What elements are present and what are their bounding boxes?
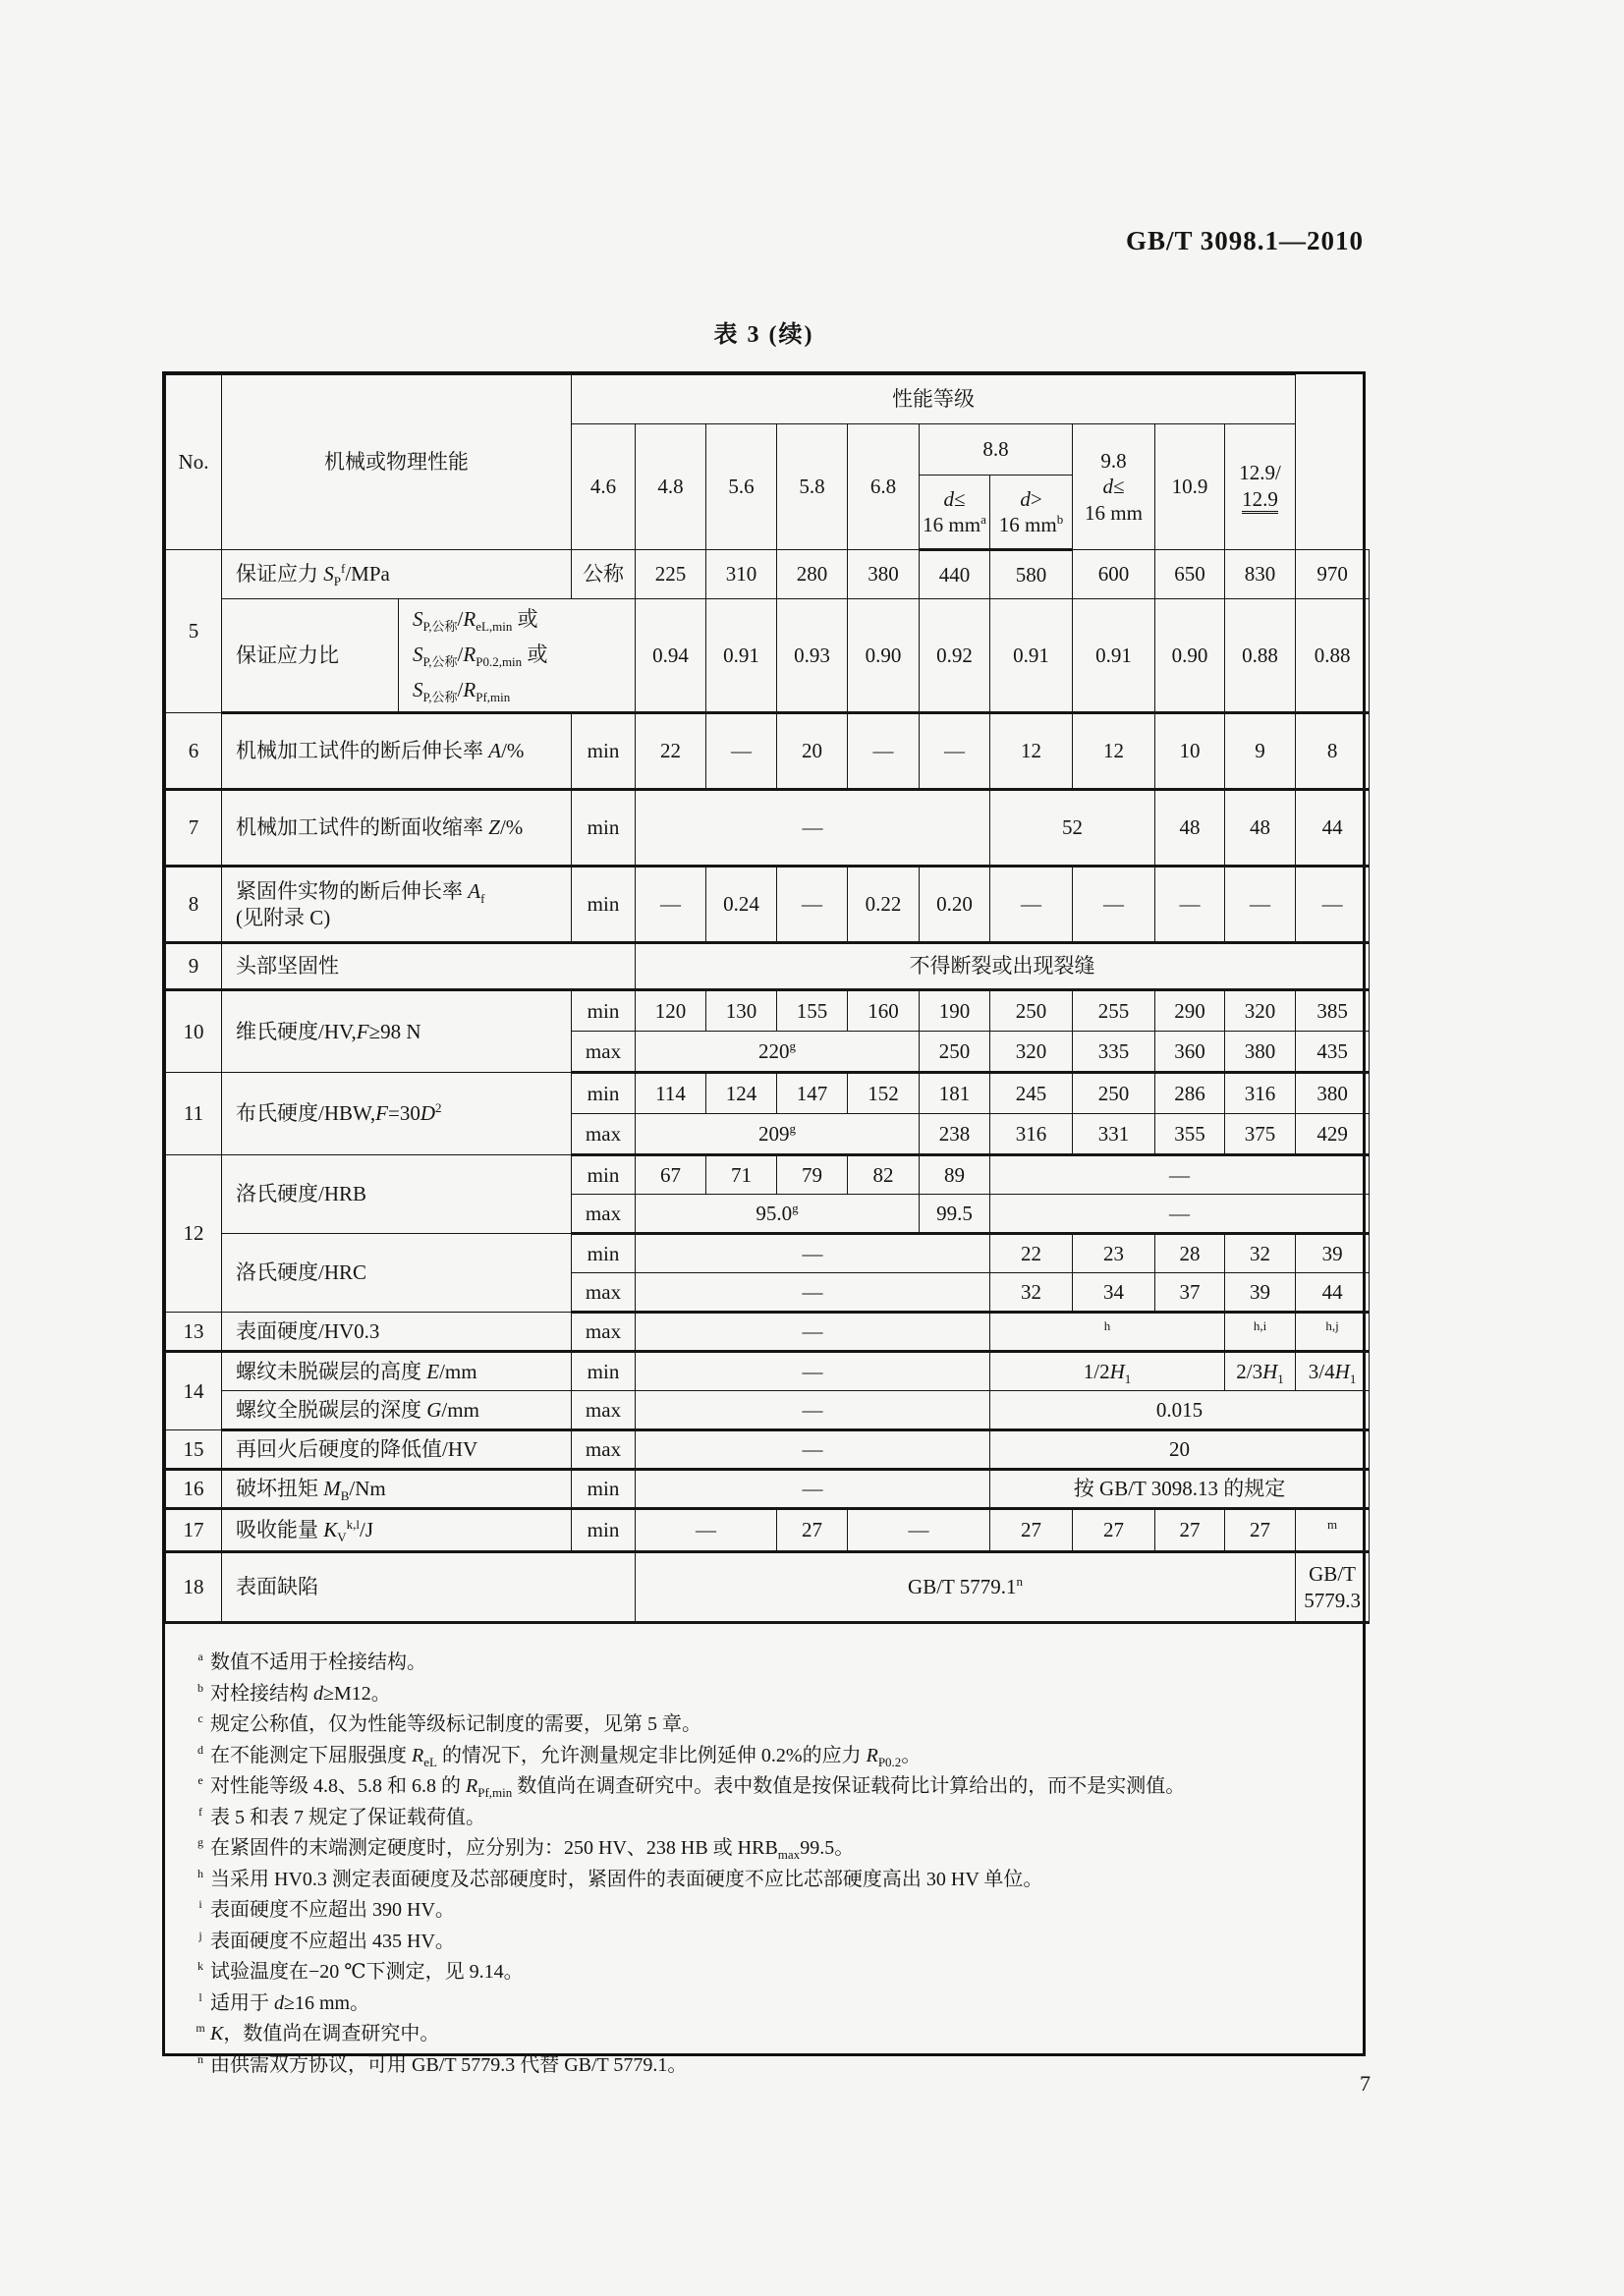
table-cell: —	[848, 1509, 990, 1552]
table-cell: 190	[920, 990, 990, 1032]
table-cell: 0.90	[1155, 599, 1225, 713]
property-label: 机械加工试件的断面收缩率 Z/%	[222, 790, 572, 867]
table-cell: 34	[1073, 1273, 1155, 1313]
row-no: 5	[166, 550, 222, 713]
table-cell: 255	[1073, 990, 1155, 1032]
table-cell: 316	[990, 1114, 1073, 1155]
table-cell: 130	[706, 990, 777, 1032]
row-no: 13	[166, 1313, 222, 1352]
table-cell: —	[920, 713, 990, 790]
table-cell: —	[636, 867, 706, 943]
table-cell: $2/3H_1$	[1225, 1352, 1296, 1391]
table-cell: 290	[1155, 990, 1225, 1032]
table-cell: —	[636, 1273, 990, 1313]
table-cell: 181	[920, 1073, 990, 1114]
table-cell: 48	[1155, 790, 1225, 867]
table-cell: 0.91	[990, 599, 1073, 713]
table-cell: 225	[636, 550, 706, 599]
table-cell: —	[636, 790, 990, 867]
table-cell: h,j	[1296, 1313, 1370, 1352]
table-cell: m	[1296, 1509, 1370, 1552]
footnote-n: $^n$ 由供需双方协议，可用 GB/T 5779.3 代替 GB/T 5779.1。	[197, 2051, 688, 2076]
row-no: 11	[166, 1073, 222, 1155]
table-cell: 82	[848, 1155, 920, 1195]
table-cell: 10	[1155, 713, 1225, 790]
footnote-a: $^a$ 数值不适用于栓接结构。	[197, 1650, 426, 1673]
table-cell: 22	[636, 713, 706, 790]
table-cell: 335	[1073, 1032, 1155, 1073]
page-number: 7	[1360, 2071, 1371, 2096]
table-cell: 12	[1073, 713, 1155, 790]
property-label: 螺纹未脱碳层的高度 E/mm	[222, 1352, 572, 1391]
table-cell: 238	[920, 1114, 990, 1155]
limit-label: 公称	[572, 550, 636, 599]
table-title: 表 3 (续)	[713, 322, 814, 348]
table-cell: 27	[777, 1509, 848, 1552]
standard-number: GB/T 3098.1—2010	[1125, 226, 1364, 255]
table-cell: 385	[1296, 990, 1370, 1032]
table-cell: 44	[1296, 1273, 1370, 1313]
row-no: 12	[166, 1155, 222, 1313]
grade-9.8: 9.8 d≤ 16 mm	[1073, 424, 1155, 550]
table-cell: 320	[1225, 990, 1296, 1032]
table-cell: 12	[990, 713, 1073, 790]
limit-label: max	[572, 1430, 636, 1470]
table-cell: —	[1073, 867, 1155, 943]
table-cell: 209$^g$	[636, 1114, 920, 1155]
table-cell: 970	[1296, 550, 1370, 599]
footnote-c: $^c$ 规定公称值，仅为性能等级标记制度的需要，见第 5 章。	[197, 1711, 701, 1735]
grade-12.9: 12.9/ 12.9	[1225, 424, 1296, 550]
table-cell: 250	[1073, 1073, 1155, 1114]
table-cell: 0.24	[706, 867, 777, 943]
table-cell: 0.94	[636, 599, 706, 713]
table-cell: 9	[1225, 713, 1296, 790]
table-cell: 28	[1155, 1234, 1225, 1273]
limit-label: max	[572, 1273, 636, 1313]
row-no: 7	[166, 790, 222, 867]
table-cell: 310	[706, 550, 777, 599]
footnote-d: $^d$ 在不能测定下屈服强度 $R_{eL}$ 的情况下，允许测量规定非比例延伸 0.2%的应力 $R_{P0.2}$。	[197, 1742, 922, 1769]
grade-8.8-d-le-16: d≤ 16 $mm^a$	[920, 476, 990, 550]
footnote-i: $^i$ 表面硬度不应超出 390 HV。	[198, 1897, 455, 1921]
footnote-j: $^j$ 表面硬度不应超出 435 HV。	[198, 1928, 455, 1952]
grade-4.6: 4.6	[572, 424, 636, 550]
limit-label: min	[572, 1073, 636, 1114]
property-label: 保证应力 $S_P^f$/MPa	[222, 550, 572, 599]
table-cell: 435	[1296, 1032, 1370, 1073]
footnote-e: $^e$ 对性能等级 4.8、5.8 和 6.8 的 $R_{Pf,min}$ 数值尚在调查研究中。表中数值是按保证载荷比计算给出的，而不是实测值。	[197, 1773, 1186, 1800]
table-cell: 580	[990, 550, 1073, 599]
table-cell: 0.91	[1073, 599, 1155, 713]
limit-label: min	[572, 1352, 636, 1391]
table-cell: 320	[990, 1032, 1073, 1073]
table-cell: 37	[1155, 1273, 1225, 1313]
table-cell: 286	[1155, 1073, 1225, 1114]
table-cell: 0.88	[1225, 599, 1296, 713]
table-cell: —	[636, 1352, 990, 1391]
property-label: 洛氏硬度/HRC	[222, 1234, 572, 1313]
property-label: 表面缺陷	[222, 1552, 636, 1623]
table-cell: 79	[777, 1155, 848, 1195]
table-cell: 114	[636, 1073, 706, 1114]
table-cell: 380	[848, 550, 920, 599]
head-soundness-value: 不得断裂或出现裂缝	[636, 943, 1370, 990]
table-cell: 44	[1296, 790, 1370, 867]
table-cell: 250	[990, 990, 1073, 1032]
property-label: 头部坚固性	[222, 943, 636, 990]
table-cell: 360	[1155, 1032, 1225, 1073]
limit-label: min	[572, 1470, 636, 1509]
table-cell: 0.93	[777, 599, 848, 713]
table-cell: 27	[1073, 1509, 1155, 1552]
table-cell: 95.0$^g$	[636, 1195, 920, 1234]
limit-label: max	[572, 1032, 636, 1073]
row-no: 10	[166, 990, 222, 1073]
table-cell: $3/4H_1$	[1296, 1352, 1370, 1391]
table-cell: —	[706, 713, 777, 790]
table-cell: 280	[777, 550, 848, 599]
limit-label: min	[572, 867, 636, 943]
footnote-l: $^l$ 适用于 d≥16 mm。	[198, 1989, 370, 2014]
table-cell: 375	[1225, 1114, 1296, 1155]
table-cell: 20	[777, 713, 848, 790]
grade-6.8: 6.8	[848, 424, 920, 550]
row-no: 18	[166, 1552, 222, 1623]
footnote-k: $^k$ 试验温度在−20 ℃下测定，见 9.14。	[197, 1959, 524, 1983]
row-no: 17	[166, 1509, 222, 1552]
table-cell: 27	[1225, 1509, 1296, 1552]
stress-ratio-formulas: $S_{P,公称}/R_{eL,min}$ 或 $S_{P,公称}/R_{P0.2,min}$ 或 $S_{P,公称}/R_{Pf,min}$	[399, 599, 636, 713]
table-cell: 147	[777, 1073, 848, 1114]
table-cell: 20	[990, 1430, 1370, 1470]
table-3-continued	[162, 371, 1366, 2076]
table-cell: 0.20	[920, 867, 990, 943]
row-no: 8	[166, 867, 222, 943]
table-cell: —	[990, 1195, 1370, 1234]
table-body	[166, 550, 1370, 1623]
footnote-m: $^m$ K，数值尚在调查研究中。	[196, 2021, 440, 2044]
col-header-property: 机械或物理性能	[222, 375, 572, 550]
table-cell: $1/2H_1$	[990, 1352, 1225, 1391]
table-cell: h,i	[1225, 1313, 1296, 1352]
table-cell: 27	[990, 1509, 1073, 1552]
surface-defect-standard-12.9: GB/T 5779.3	[1296, 1552, 1370, 1623]
table-cell: 39	[1225, 1273, 1296, 1313]
table-cell: 250	[920, 1032, 990, 1073]
footnote-b: $^b$ 对栓接结构 d≥M12。	[197, 1680, 391, 1705]
limit-label: min	[572, 990, 636, 1032]
table-cell: 23	[1073, 1234, 1155, 1273]
table-cell: —	[1155, 867, 1225, 943]
table-cell: —	[636, 1313, 990, 1352]
table-cell: 27	[1155, 1509, 1225, 1552]
footnote-g: $^g$ 在紧固件的末端测定硬度时，应分别为：250 HV、238 HB 或 $HRB_{max}99.5$。	[197, 1835, 855, 1862]
limit-label: min	[572, 713, 636, 790]
grade-4.8: 4.8	[636, 424, 706, 550]
property-label: 表面硬度/HV0.3	[222, 1313, 572, 1352]
table-cell: —	[636, 1391, 990, 1430]
table-cell: 0.91	[706, 599, 777, 713]
table-cell: 71	[706, 1155, 777, 1195]
table-cell: 52	[990, 790, 1155, 867]
limit-label: max	[572, 1114, 636, 1155]
table-cell: —	[636, 1509, 777, 1552]
footnote-h: $^h$ 当采用 HV0.3 测定表面硬度及芯部硬度时，紧固件的表面硬度不应比芯部硬度高出 30 HV 单位。	[197, 1866, 1043, 1890]
table-cell: 32	[1225, 1234, 1296, 1273]
table-cell: 830	[1225, 550, 1296, 599]
table-cell: 0.92	[920, 599, 990, 713]
table-cell: 22	[990, 1234, 1073, 1273]
grade-5.6: 5.6	[706, 424, 777, 550]
property-label: 再回火后硬度的降低值/HV	[222, 1430, 572, 1470]
performance-table	[165, 374, 1370, 1624]
table-cell: 8	[1296, 713, 1370, 790]
table-cell: —	[636, 1470, 990, 1509]
table-cell: —	[848, 713, 920, 790]
row-no: 9	[166, 943, 222, 990]
table-cell: 440	[920, 550, 990, 599]
grade-10.9: 10.9	[1155, 424, 1225, 550]
table-cell: 600	[1073, 550, 1155, 599]
table-header	[166, 375, 1370, 550]
property-label: 洛氏硬度/HRB	[222, 1155, 572, 1234]
table-cell: 32	[990, 1273, 1073, 1313]
limit-label: max	[572, 1195, 636, 1234]
table-cell: 0.015	[990, 1391, 1370, 1430]
table-cell: 99.5	[920, 1195, 990, 1234]
grade-8.8-d-gt-16: d> 16 $mm^b$	[990, 476, 1073, 550]
table-cell: 220$^g$	[636, 1032, 920, 1073]
property-label: 破坏扭矩 $M_B/Nm$	[222, 1470, 572, 1509]
table-cell: 355	[1155, 1114, 1225, 1155]
property-label: 布氏硬度$/HBW,F=30D^2$	[222, 1073, 572, 1155]
row-no: 15	[166, 1430, 222, 1470]
table-cell: 0.90	[848, 599, 920, 713]
table-cell: 331	[1073, 1114, 1155, 1155]
grade-5.8: 5.8	[777, 424, 848, 550]
table-cell: 67	[636, 1155, 706, 1195]
table-cell: 120	[636, 990, 706, 1032]
table-cell: —	[990, 867, 1073, 943]
table-cell: 0.22	[848, 867, 920, 943]
table-cell: 316	[1225, 1073, 1296, 1114]
property-label: 保证应力比	[222, 599, 399, 713]
col-header-property-class: 性能等级	[572, 375, 1296, 424]
table-cell: —	[636, 1234, 990, 1273]
table-cell: —	[777, 867, 848, 943]
table-cell: 89	[920, 1155, 990, 1195]
table-cell: —	[636, 1430, 990, 1470]
limit-label: min	[572, 1234, 636, 1273]
surface-defect-standard: GB/T 5779.1$^n$	[636, 1552, 1296, 1623]
property-label: 螺纹全脱碳层的深度 G/mm	[222, 1391, 572, 1430]
table-cell: 160	[848, 990, 920, 1032]
limit-label: min	[572, 1155, 636, 1195]
property-label: 紧固件实物的断后伸长率 $A_f$ (见附录 C)	[222, 867, 572, 943]
table-cell: h	[990, 1313, 1225, 1352]
table-cell: —	[1225, 867, 1296, 943]
row-no: 16	[166, 1470, 222, 1509]
col-header-no: No.	[166, 375, 222, 550]
table-cell: 155	[777, 990, 848, 1032]
footnote-f: $^f$ 表 5 和表 7 规定了保证载荷值。	[198, 1804, 485, 1828]
table-cell: —	[990, 1155, 1370, 1195]
limit-label: min	[572, 790, 636, 867]
footnotes	[165, 1624, 1363, 2081]
table-cell: 380	[1296, 1073, 1370, 1114]
property-label: 机械加工试件的断后伸长率 A/%	[222, 713, 572, 790]
table-cell: 按 GB/T 3098.13 的规定	[990, 1470, 1370, 1509]
limit-label: max	[572, 1313, 636, 1352]
property-label: 吸收能量 $K_V^{k,l}/J$	[222, 1509, 572, 1552]
table-cell: 39	[1296, 1234, 1370, 1273]
table-cell: 380	[1225, 1032, 1296, 1073]
property-label: 维氏硬度/HV,F≥98 N	[222, 990, 572, 1073]
limit-label: max	[572, 1391, 636, 1430]
table-cell: 245	[990, 1073, 1073, 1114]
row-no: 6	[166, 713, 222, 790]
table-cell: 124	[706, 1073, 777, 1114]
table-cell: 48	[1225, 790, 1296, 867]
table-cell: —	[1296, 867, 1370, 943]
table-cell: 152	[848, 1073, 920, 1114]
row-no: 14	[166, 1352, 222, 1430]
table-cell: 650	[1155, 550, 1225, 599]
table-cell: 0.88	[1296, 599, 1370, 713]
limit-label: min	[572, 1509, 636, 1552]
table-cell: 429	[1296, 1114, 1370, 1155]
grade-8.8: 8.8	[920, 424, 1073, 476]
